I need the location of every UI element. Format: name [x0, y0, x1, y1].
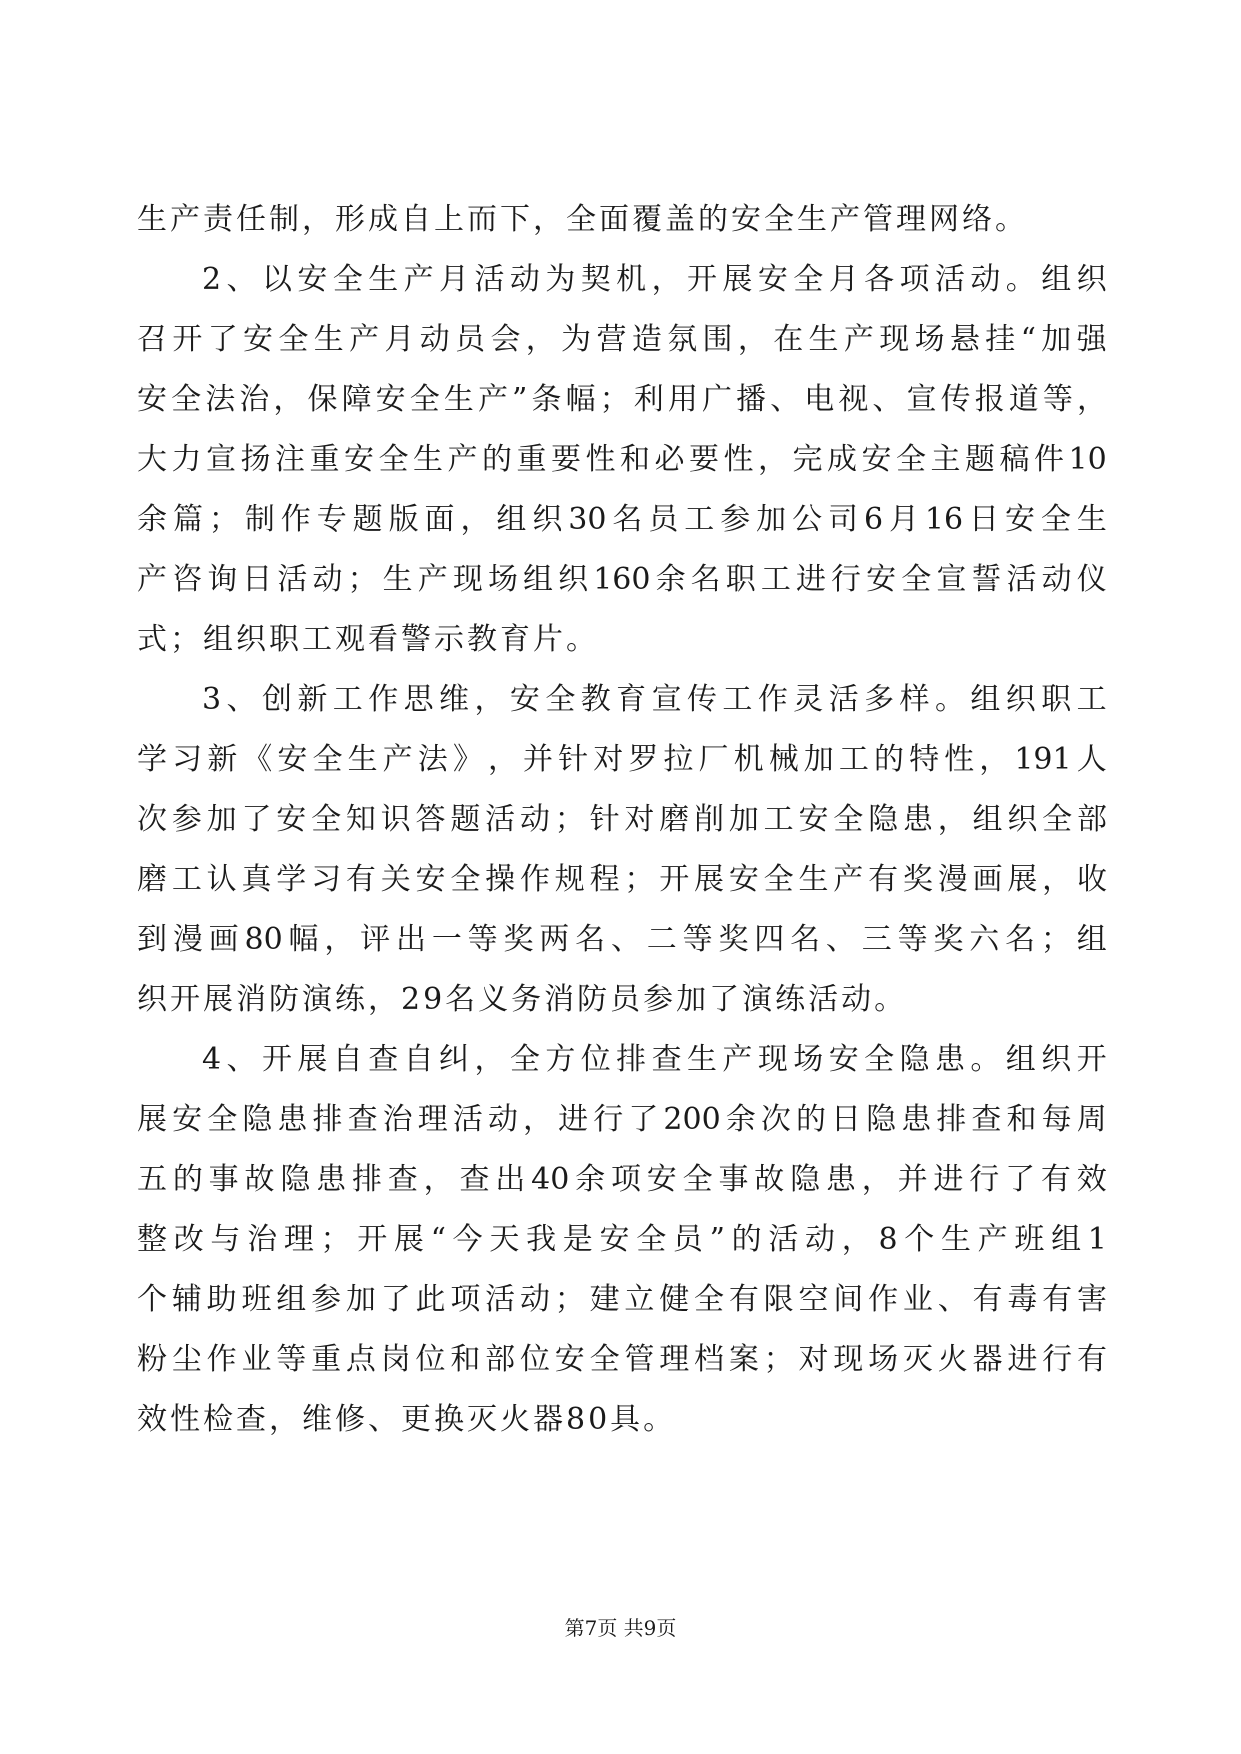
text-line: 召 开 了 安 全 生 产 月 动 员 会 ， 为 营 造 氛 围 ， 在 生 产 现 场 悬 挂 “ 加 强 — [137, 322, 1107, 357]
text-line: 安 全 法 治 ， 保 障 安 全 生 产 ” 条 幅 ； 利 用 广 播 、 电 视 、 宣 传 报 道 等 ， — [137, 382, 1107, 417]
text-line: 式；组织职工观看警示教育片。 — [137, 622, 599, 657]
text-line: 学 习 新 《 安 全 生 产 法 》 ， 并 针 对 罗 拉 厂 机 械 加 工 的 特 性 ， 191 人 — [137, 742, 1107, 777]
text-line: 生产责任制，形成自上而下，全面覆盖的安全生产管理网络。 — [137, 202, 1028, 237]
text-line: 织开展消防演练，29名义务消防员参加了演练活动。 — [137, 982, 908, 1017]
text-line: 次 参 加 了 安 全 知 识 答 题 活 动 ； 针 对 磨 削 加 工 安 全 隐 患 ， 组 织 全 部 — [137, 802, 1107, 837]
text-line: 整 改 与 治 理 ； 开 展 “ 今 天 我 是 安 全 员 ” 的 活 动 ， 8 个 生 产 班 组 1 — [137, 1222, 1107, 1257]
page-footer: 第7页 共9页 — [564, 1616, 677, 1640]
text-line: 粉 尘 作 业 等 重 点 岗 位 和 部 位 安 全 管 理 档 案 ； 对 现 场 灭 火 器 进 行 有 — [137, 1342, 1107, 1377]
text-line: 个 辅 助 班 组 参 加 了 此 项 活 动 ； 建 立 健 全 有 限 空 间 作 业 、 有 毒 有 害 — [137, 1282, 1107, 1317]
text-line: 余 篇 ； 制 作 专 题 版 面 ， 组 织 30 名 员 工 参 加 公 司 6 月 16 日 安 全 生 — [137, 502, 1107, 537]
text-line: 展 安 全 隐 患 排 查 治 理 活 动 ， 进 行 了 200 余 次 的 日 隐 患 排 查 和 每 周 — [137, 1102, 1107, 1137]
text-line: 4 、 开 展 自 查 自 纠 ， 全 方 位 排 查 生 产 现 场 安 全 隐 患 。 组 织 开 — [202, 1042, 1107, 1077]
text-line: 产 咨 询 日 活 动 ； 生 产 现 场 组 织 160 余 名 职 工 进 行 安 全 宣 誓 活 动 仪 — [137, 562, 1107, 597]
text-line: 效性检查，维修、更换灭火器80具。 — [137, 1402, 677, 1437]
text-line: 到 漫 画 80 幅 ， 评 出 一 等 奖 两 名 、 二 等 奖 四 名 、 三 等 奖 六 名 ； 组 — [137, 922, 1107, 957]
text-line: 2 、 以 安 全 生 产 月 活 动 为 契 机 ， 开 展 安 全 月 各 项 活 动 。 组 织 — [202, 262, 1107, 297]
text-line: 磨 工 认 真 学 习 有 关 安 全 操 作 规 程 ； 开 展 安 全 生 产 有 奖 漫 画 展 ， 收 — [137, 862, 1107, 897]
text-line: 五 的 事 故 隐 患 排 查 ， 查 出 40 余 项 安 全 事 故 隐 患 ， 并 进 行 了 有 效 — [137, 1162, 1107, 1197]
text-line: 大 力 宣 扬 注 重 安 全 生 产 的 重 要 性 和 必 要 性 ， 完 成 安 全 主 题 稿 件 10 — [137, 442, 1107, 477]
text-line: 3 、 创 新 工 作 思 维 ， 安 全 教 育 宣 传 工 作 灵 活 多 样 。 组 织 职 工 — [202, 682, 1107, 717]
